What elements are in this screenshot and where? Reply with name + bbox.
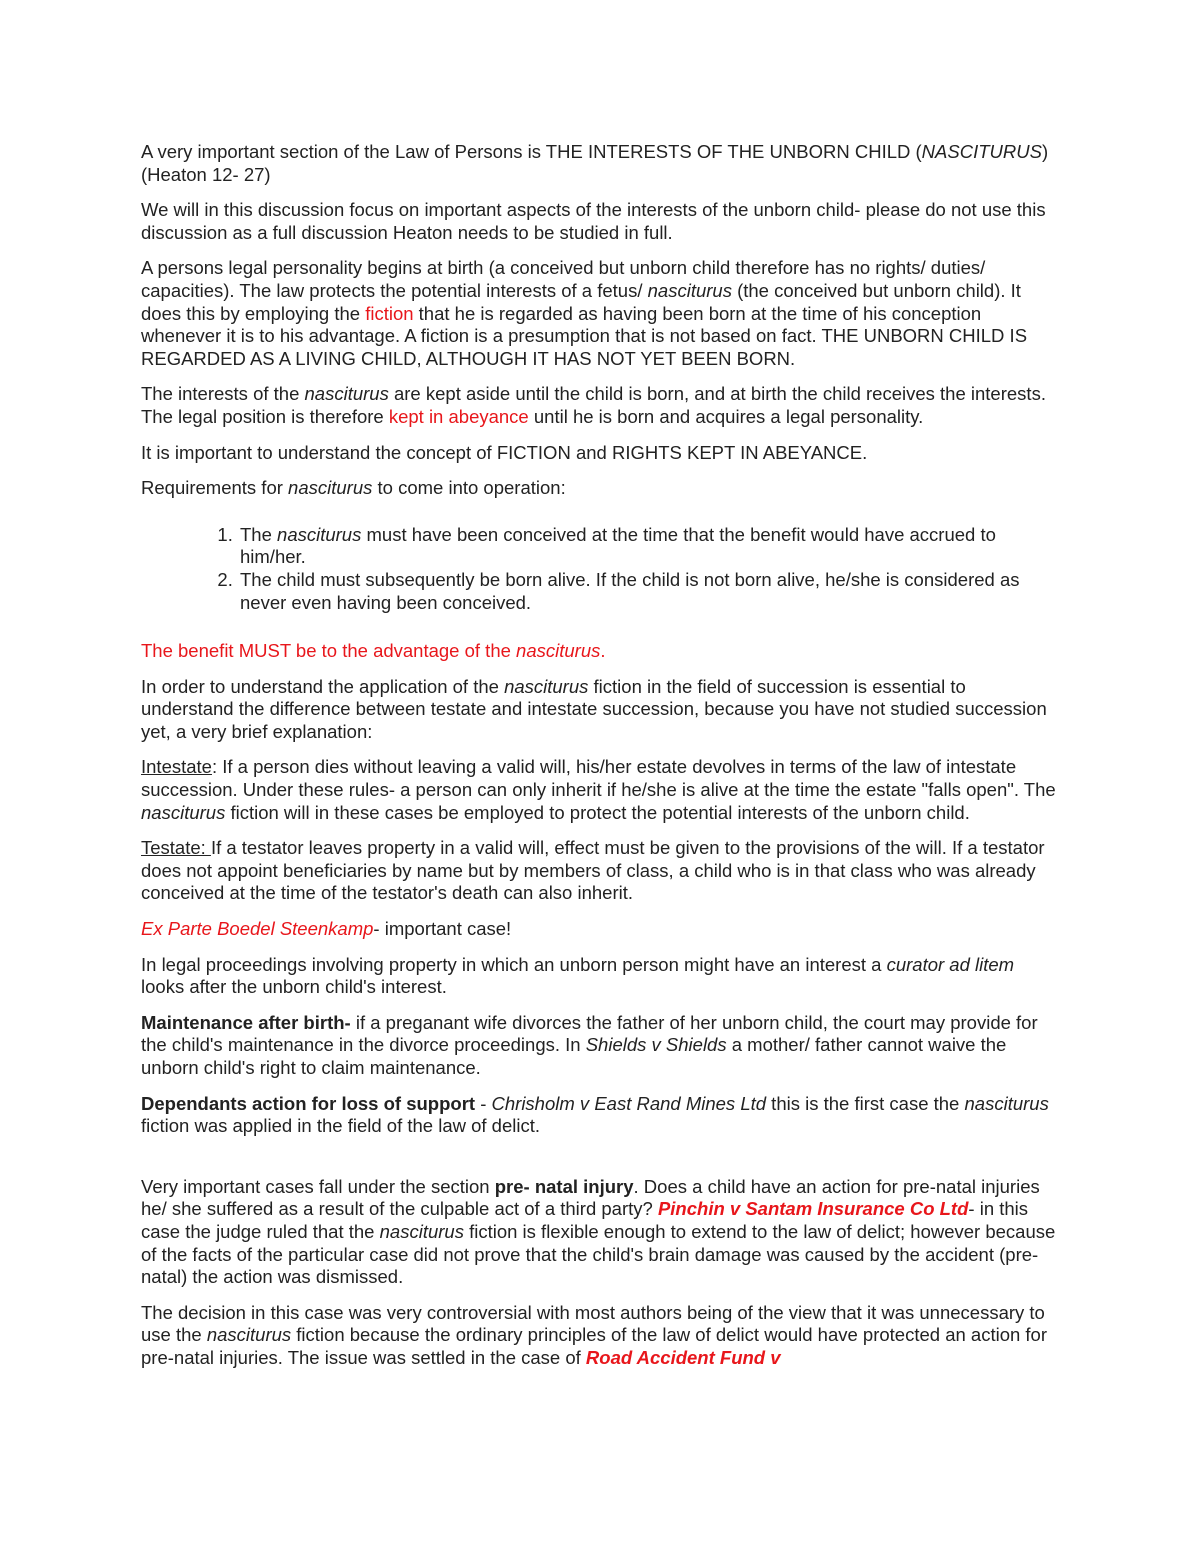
concept-paragraph: It is important to understand the concept of FICTION and RIGHTS KEPT IN ABEYANCE.: [141, 441, 868, 463]
maintenance-heading: Maintenance after birth-: [141, 1011, 351, 1033]
focus-paragraph: We will in this discussion focus on important aspects of the interests of the unborn child- please do not use this discussion as a full discussion Heaton needs to be studied in full.: [141, 199, 1046, 243]
decision-paragraph: The decision in this case was very controversial with most authors being of the view that it was unnecessary to use the nasciturus fiction because the ordinary principles of the law of delict would have protected an action for pre-natal injuries. The issue was settled in the case of Road Accident Fund v: [141, 1301, 1048, 1368]
dependants-heading: Dependants action for loss of support: [141, 1092, 476, 1114]
case-name: Ex Parte Boedel Steenkamp: [141, 918, 374, 940]
requirements-list: [141, 524, 1061, 614]
dependants-paragraph: Dependants action for loss of support - Chrisholm v East Rand Mines Ltd this is the first case the nasciturus fiction was applied in the field of the law of delict.: [141, 1092, 1049, 1137]
fiction-highlight: fiction: [365, 302, 414, 324]
list-item: 1. The nasciturus must have been conceived at the time that the benefit would have accrued to him/her.: [238, 524, 1061, 569]
benefit-paragraph: The benefit MUST be to the advantage of the nasciturus.: [141, 640, 606, 662]
testate-paragraph: Testate: If a testator leaves property in a valid will, effect must be given to the provisions of the will. If a testator does not appoint beneficiaries by name but by members of class, a child who is in that class who was already conceived at the time of the testator's death can also inherit.: [141, 837, 1045, 904]
intestate-paragraph: Intestate: If a person dies without leaving a valid will, his/her estate devolves in terms of the law of intestate succession. Under these rules- a person can only inherit if he/she is alive at the time the estate "falls open". The nasciturus fiction will in these cases be employed to protect the potential interests of the unborn child.: [141, 756, 1056, 823]
intro-paragraph: A very important section of the Law of Persons is THE INTERESTS OF THE UNBORN CHILD (NASCITURUS) (Heaton 12- 27): [141, 141, 1049, 185]
document-page: [141, 141, 1061, 1383]
requirements-heading: Requirements for nasciturus to come into operation:: [141, 477, 566, 499]
succession-paragraph: In order to understand the application of the nasciturus fiction in the field of succession is essential to understand the difference between testate and intestate succession, because you have not studied succession yet, a very brief explanation:: [141, 675, 1047, 742]
testate-term: Testate:: [141, 837, 211, 859]
curator-paragraph: In legal proceedings involving property in which an unborn person might have an interest a curator ad litem looks after the unborn child's interest.: [141, 953, 1015, 998]
interests-paragraph: The interests of the nasciturus are kept aside until the child is born, and at birth the child receives the interests. The legal position is therefore kept in abeyance until he is born and acquires a legal personality.: [141, 383, 1046, 427]
case-name: Road Accident Fund v: [585, 1346, 781, 1368]
maintenance-paragraph: Maintenance after birth- if a preganant wife divorces the father of her unborn child, the court may provide for the child's maintenance in the divorce proceedings. In Shields v Shields a mother/ father cannot waive the unborn child's right to claim maintenance.: [141, 1011, 1038, 1078]
prenatal-paragraph: Very important cases fall under the section pre- natal injury. Does a child have an action for pre-natal injuries he/ she suffered as a result of the culpable act of a third party? Pinchin v Santam Insurance Co Ltd- in this case the judge ruled that the nasciturus fiction is flexible enough to extend to the law of delict; however because of the facts of the particular case did not prove that the child's brain damage was caused by the accident (pre-natal) the action was dismissed.: [141, 1175, 1056, 1288]
intestate-term: Intestate: [141, 756, 212, 778]
legal-personality-paragraph: A persons legal personality begins at birth (a conceived but unborn child therefore has no rights/ duties/ capacities). The law protects the potential interests of a fetus/ nasciturus (the conceived but unborn child). It does this by employing the fiction that he is regarded as having been born at the time of his conception whenever it is to his advantage. A fiction is a presumption that is not based on fact. THE UNBORN CHILD IS REGARDED AS A LIVING CHILD, ALTHOUGH IT HAS NOT YET BEEN BORN.: [141, 257, 1028, 369]
steenkamp-paragraph: Ex Parte Boedel Steenkamp- important case!: [141, 918, 512, 940]
list-item: 2. The child must subsequently be born alive. If the child is not born alive, he/she is considered as never even having been conceived.: [238, 569, 1061, 614]
abeyance-highlight: kept in abeyance: [388, 405, 529, 427]
case-name: Pinchin v Santam Insurance Co Ltd: [657, 1198, 969, 1220]
